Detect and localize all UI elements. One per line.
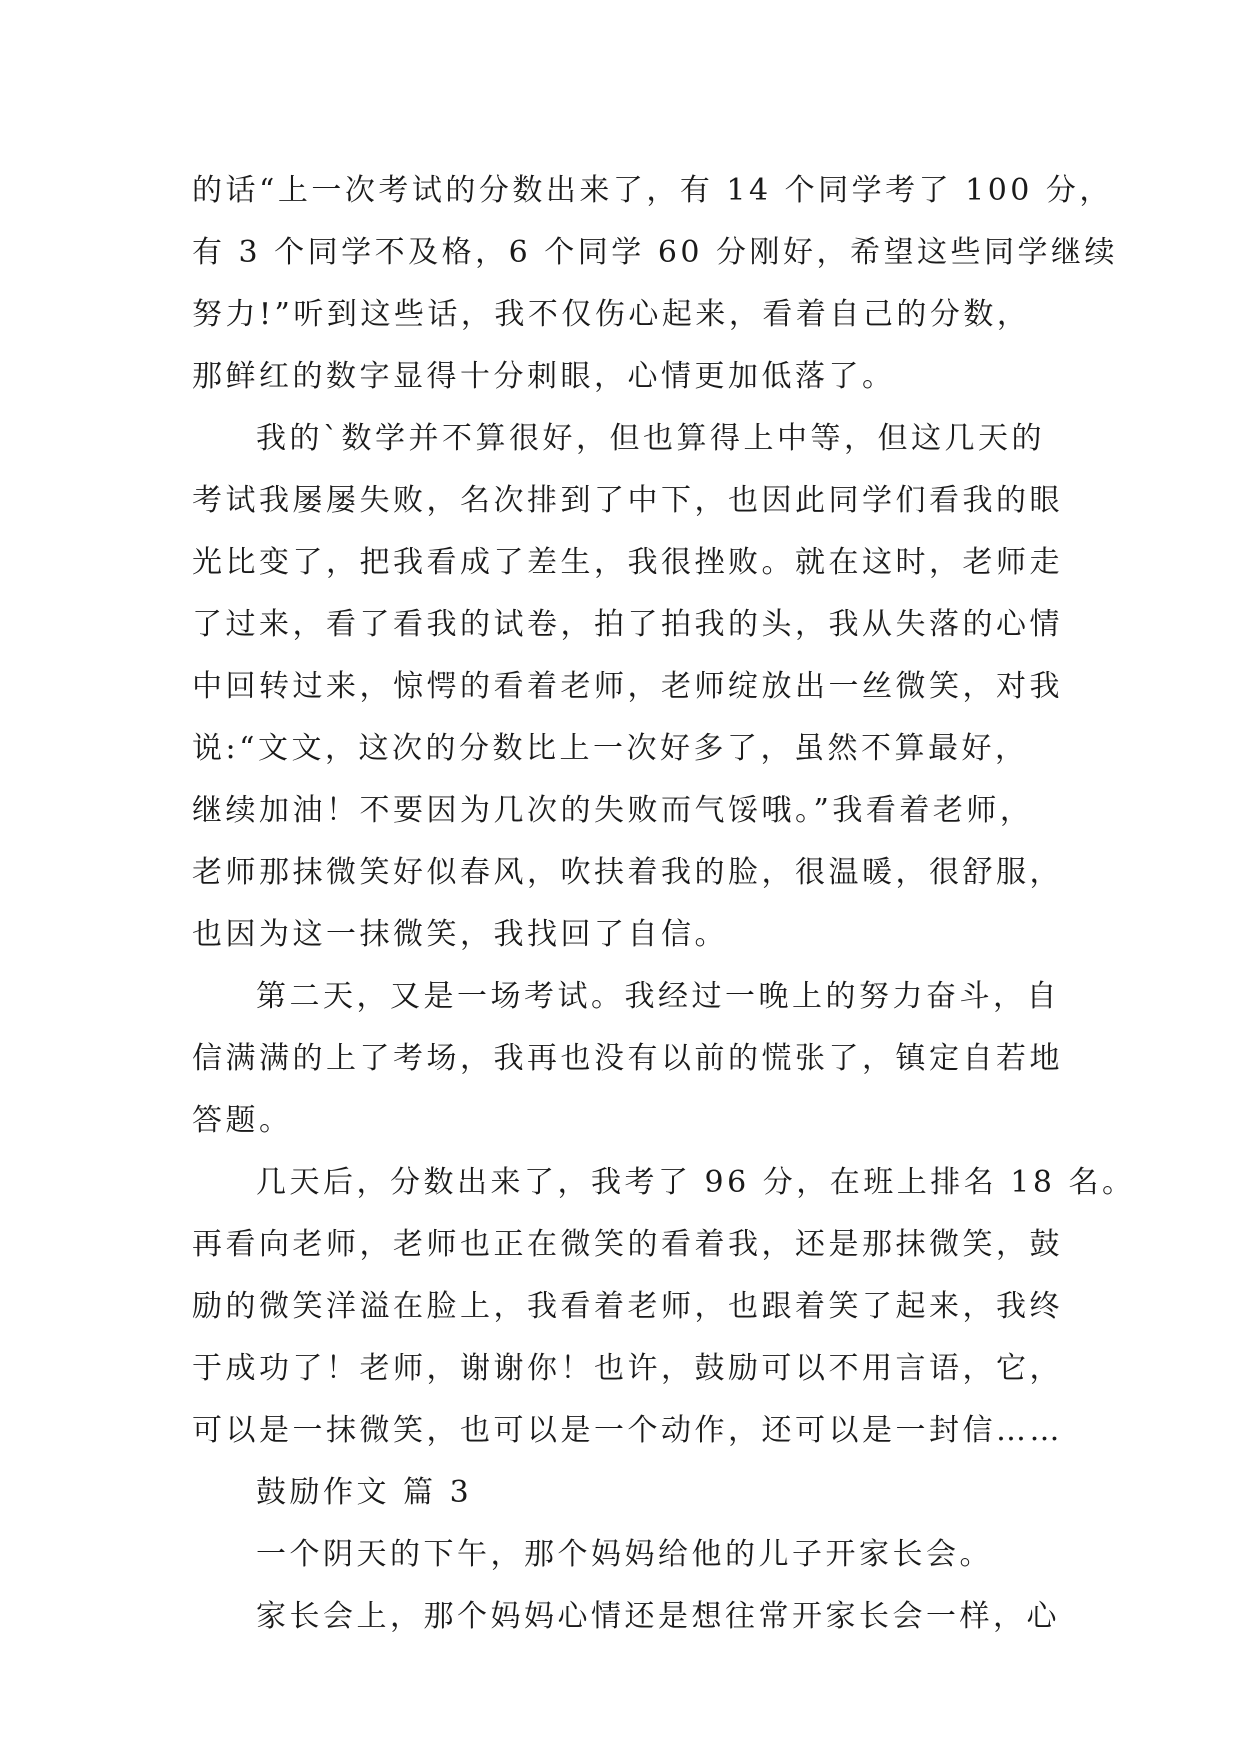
text-line: 考试我屡屡失败，名次排到了中下，也因此同学们看我的眼 (192, 483, 1063, 518)
text-line: 一个阴天的下午，那个妈妈给他的儿子开家长会。 (256, 1537, 993, 1572)
text-line: 有 3 个同学不及格，6 个同学 60 分刚好，希望这些同学继续 (192, 235, 1119, 270)
text-line: 的话“上一次考试的分数出来了，有 14 个同学考了 100 分， (192, 173, 1113, 208)
text-line: 老师那抹微笑好似春风，吹扶着我的脸，很温暖，很舒服， (192, 855, 1063, 890)
text-line: 答题。 (192, 1103, 293, 1138)
section-heading: 鼓励作文 篇 3 (256, 1475, 473, 1510)
text-line: 也因为这一抹微笑，我找回了自信。 (192, 917, 728, 952)
text-line: 几天后，分数出来了，我考了 96 分，在班上排名 18 名。 (256, 1165, 1136, 1200)
text-line: 那鲜红的数字显得十分刺眼，心情更加低落了。 (192, 359, 896, 394)
text-line: 光比变了，把我看成了差生，我很挫败。就在这时，老师走 (192, 545, 1063, 580)
text-line: 努力!”听到这些话，我不仅伤心起来，看着自己的分数， (192, 297, 1031, 332)
text-line: 第二天，又是一场考试。我经过一晚上的努力奋斗，自 (256, 979, 1060, 1014)
text-line: 家长会上，那个妈妈心情还是想往常开家长会一样，心 (256, 1599, 1060, 1634)
text-line: 于成功了！老师，谢谢你！也许，鼓励可以不用言语，它， (192, 1351, 1063, 1386)
text-line: 说:“文文，这次的分数比上一次好多了，虽然不算最好， (192, 731, 1029, 766)
text-line: 了过来，看了看我的试卷，拍了拍我的头，我从失落的心情 (192, 607, 1063, 642)
text-line: 继续加油！不要因为几次的失败而气馁哦。”我看着老师， (192, 793, 1034, 828)
text-line: 我的`数学并不算很好，但也算得上中等，但这几天的 (256, 421, 1045, 456)
text-line: 励的微笑洋溢在脸上，我看着老师，也跟着笑了起来，我终 (192, 1289, 1063, 1324)
document-body (192, 160, 1136, 1648)
text-line: 再看向老师，老师也正在微笑的看着我，还是那抹微笑，鼓 (192, 1227, 1063, 1262)
text-line: 中回转过来，惊愕的看着老师，老师绽放出一丝微笑，对我 (192, 669, 1063, 704)
text-line: 信满满的上了考场，我再也没有以前的慌张了，镇定自若地 (192, 1041, 1063, 1076)
text-line: 可以是一抹微笑，也可以是一个动作，还可以是一封信…… (192, 1413, 1063, 1448)
